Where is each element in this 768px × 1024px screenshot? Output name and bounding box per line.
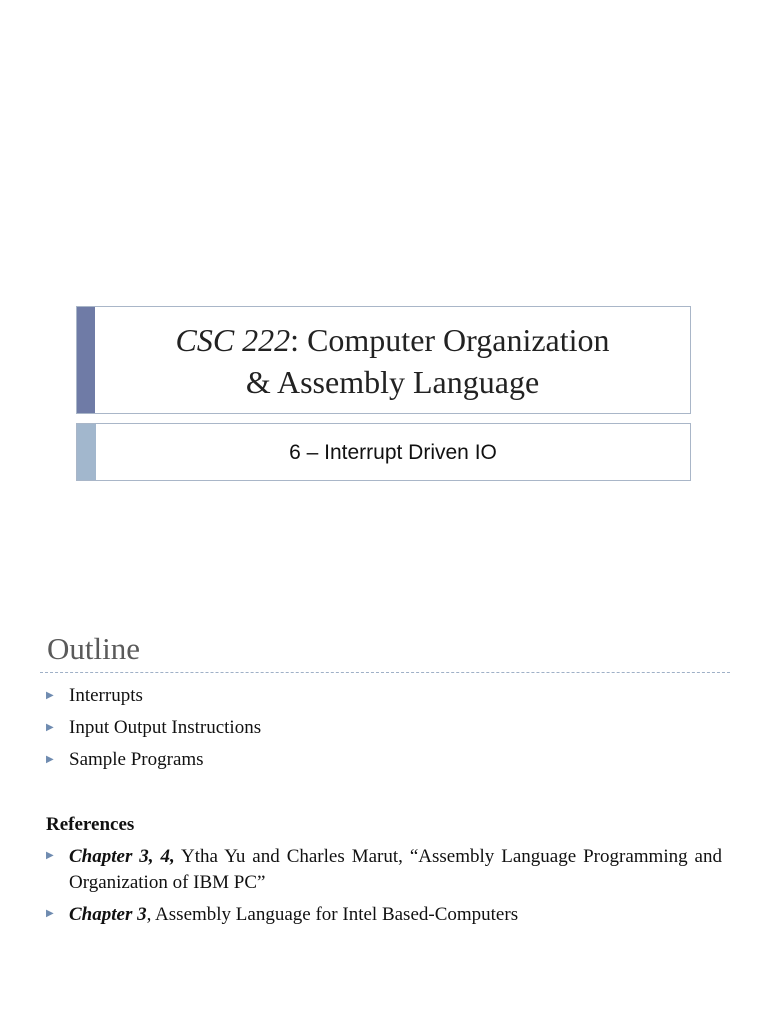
outline-item-interrupts xyxy=(46,684,726,708)
outline-item-label: Sample Programs xyxy=(69,749,204,770)
reference-item xyxy=(46,844,722,896)
outline-item-sample-programs xyxy=(46,748,726,772)
outline-divider xyxy=(40,672,730,673)
reference-item xyxy=(46,902,722,928)
reference-chapter: Chapter 3, 4, xyxy=(69,846,175,867)
triangle-right-icon: ▶ xyxy=(46,908,54,919)
subtitle-box xyxy=(76,423,691,481)
reference-text: , Assembly Language for Intel Based-Computers xyxy=(146,904,519,925)
course-code: CSC 222 xyxy=(175,322,291,358)
triangle-right-icon: ▶ xyxy=(46,754,54,765)
course-title-line1: : Computer Organization xyxy=(290,322,610,358)
references-heading: References xyxy=(46,814,135,835)
triangle-right-icon: ▶ xyxy=(46,690,54,701)
title-box xyxy=(76,306,691,414)
outline-list xyxy=(46,684,726,780)
outline-heading: Outline xyxy=(47,631,140,666)
outline-item-label: Interrupts xyxy=(69,685,143,706)
reference-chapter: Chapter 3 xyxy=(69,904,147,925)
outline-item-label: Input Output Instructions xyxy=(69,717,262,738)
title-accent-bar xyxy=(77,307,95,413)
outline-item-io-instructions xyxy=(46,716,726,740)
reference-text: Ytha Yu and Charles Marut, “Assembly Language Programming and Organization of IBM PC” xyxy=(69,846,722,893)
lecture-subtitle: 6 – Interrupt Driven IO xyxy=(289,441,497,464)
triangle-right-icon: ▶ xyxy=(46,850,54,861)
subtitle-accent-bar xyxy=(77,424,96,480)
references-list xyxy=(46,844,722,934)
triangle-right-icon: ▶ xyxy=(46,722,54,733)
course-title xyxy=(95,319,690,403)
course-title-line2: & Assembly Language xyxy=(245,364,540,400)
